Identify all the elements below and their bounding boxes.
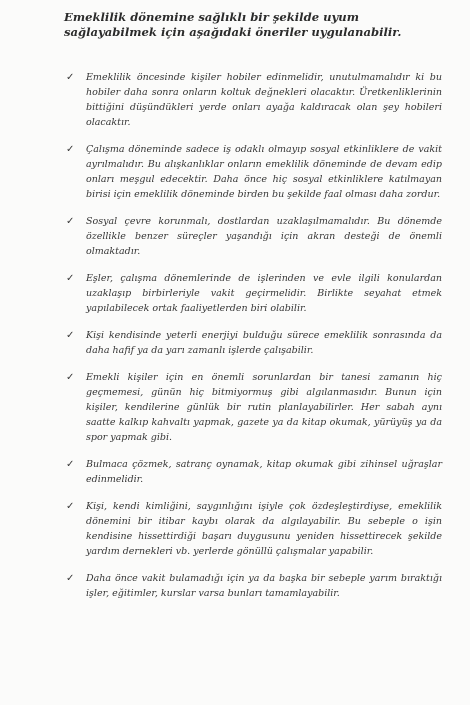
list-item (66, 70, 442, 130)
check-icon: ✓ (66, 372, 75, 383)
list-item-text: Kişi kendisinde yeterli enerjiyi bulduğu sürece emeklilik sonrasında da daha hafif ya da yarı zamanlı işlerde çalışabilir. (86, 330, 442, 356)
check-icon: ✓ (66, 273, 75, 284)
check-icon: ✓ (66, 330, 75, 341)
list-item (66, 214, 442, 259)
list-item (66, 571, 442, 601)
check-icon: ✓ (66, 459, 75, 470)
list-item (66, 328, 442, 358)
check-icon: ✓ (66, 144, 75, 155)
list-item-text: Emeklilik öncesinde kişiler hobiler edinmelidir, unutulmamalıdır ki bu hobiler daha sonra onların koltuk değnekleri olacaktır. Üretkenliklerinin bittiğini düşündükleri yerde onları ayağa kaldıracak olan şey hobileri olacaktır. (86, 72, 442, 128)
list-item (66, 271, 442, 316)
check-icon: ✓ (66, 501, 75, 512)
list-item (66, 370, 442, 445)
list-item-text: Eşler, çalışma dönemlerinde de işlerinden ve evle ilgili konulardan uzaklaşıp birbirleriyle vakit geçirmelidir. Birlikte seyahat etmek yapılabilecek ortak faaliyetlerden biri olabilir. (86, 273, 442, 314)
list-item-text: Kişi, kendi kimliğini, saygınlığını işiyle çok özdeşleştirdiyse, emeklilik dönemini bir itibar kaybı olarak da algılayabilir. Bu sebeple o işin kendisine hissettirdiği başarı duygusunu yeniden hissettirecek şekilde yardım dernekleri vb. yerlerde gönüllü çalışmalar yapabilir. (86, 501, 442, 557)
list-item-text: Daha önce vakit bulamadığı için ya da başka bir sebeple yarım bıraktığı işler, eğitimler, kurslar varsa bunları tamamlayabilir. (86, 573, 442, 599)
list-item (66, 142, 442, 202)
list-item-text: Bulmaca çözmek, satranç oynamak, kitap okumak gibi zihinsel uğraşlar edinmelidir. (86, 459, 442, 485)
check-icon: ✓ (66, 216, 75, 227)
check-icon: ✓ (66, 573, 75, 584)
list-item-text: Çalışma döneminde sadece iş odaklı olmayıp sosyal etkinliklere de vakit ayrılmalıdır. Bu alışkanlıklar onların emeklilik döneminde de devam edip onları meşgul edecektir. Daha önce hiç sosyal etkinliklere katılmayan birisi için emeklilik döneminde birden bu şekilde faal olması daha zordur. (86, 144, 442, 200)
list-item-text: Emekli kişiler için en önemli sorunlardan bir tanesi zamanın hiç geçmemesi, günün hiç bitmiyormuş gibi algılanmasıdır. Bunun için kişiler, kendilerine günlük bir rutin planlayabilirler. Her sabah aynı saatte kalkıp kahvaltı yapmak, gazete ya da kitap okumak, yürüyüş ya da spor yapmak gibi. (86, 372, 442, 443)
list-item (66, 499, 442, 559)
list-item (66, 457, 442, 487)
recommendation-list (66, 70, 442, 613)
check-icon: ✓ (66, 72, 75, 83)
section-heading: Emeklilik dönemine sağlıklı bir şekilde uyum sağlayabilmek için aşağıdaki öneriler uygulanabilir. (64, 10, 402, 39)
list-item-text: Sosyal çevre korunmalı, dostlardan uzaklaşılmamalıdır. Bu dönemde özellikle benzer süreçler yaşandığı için akran desteği de önemli olmaktadır. (86, 216, 442, 257)
